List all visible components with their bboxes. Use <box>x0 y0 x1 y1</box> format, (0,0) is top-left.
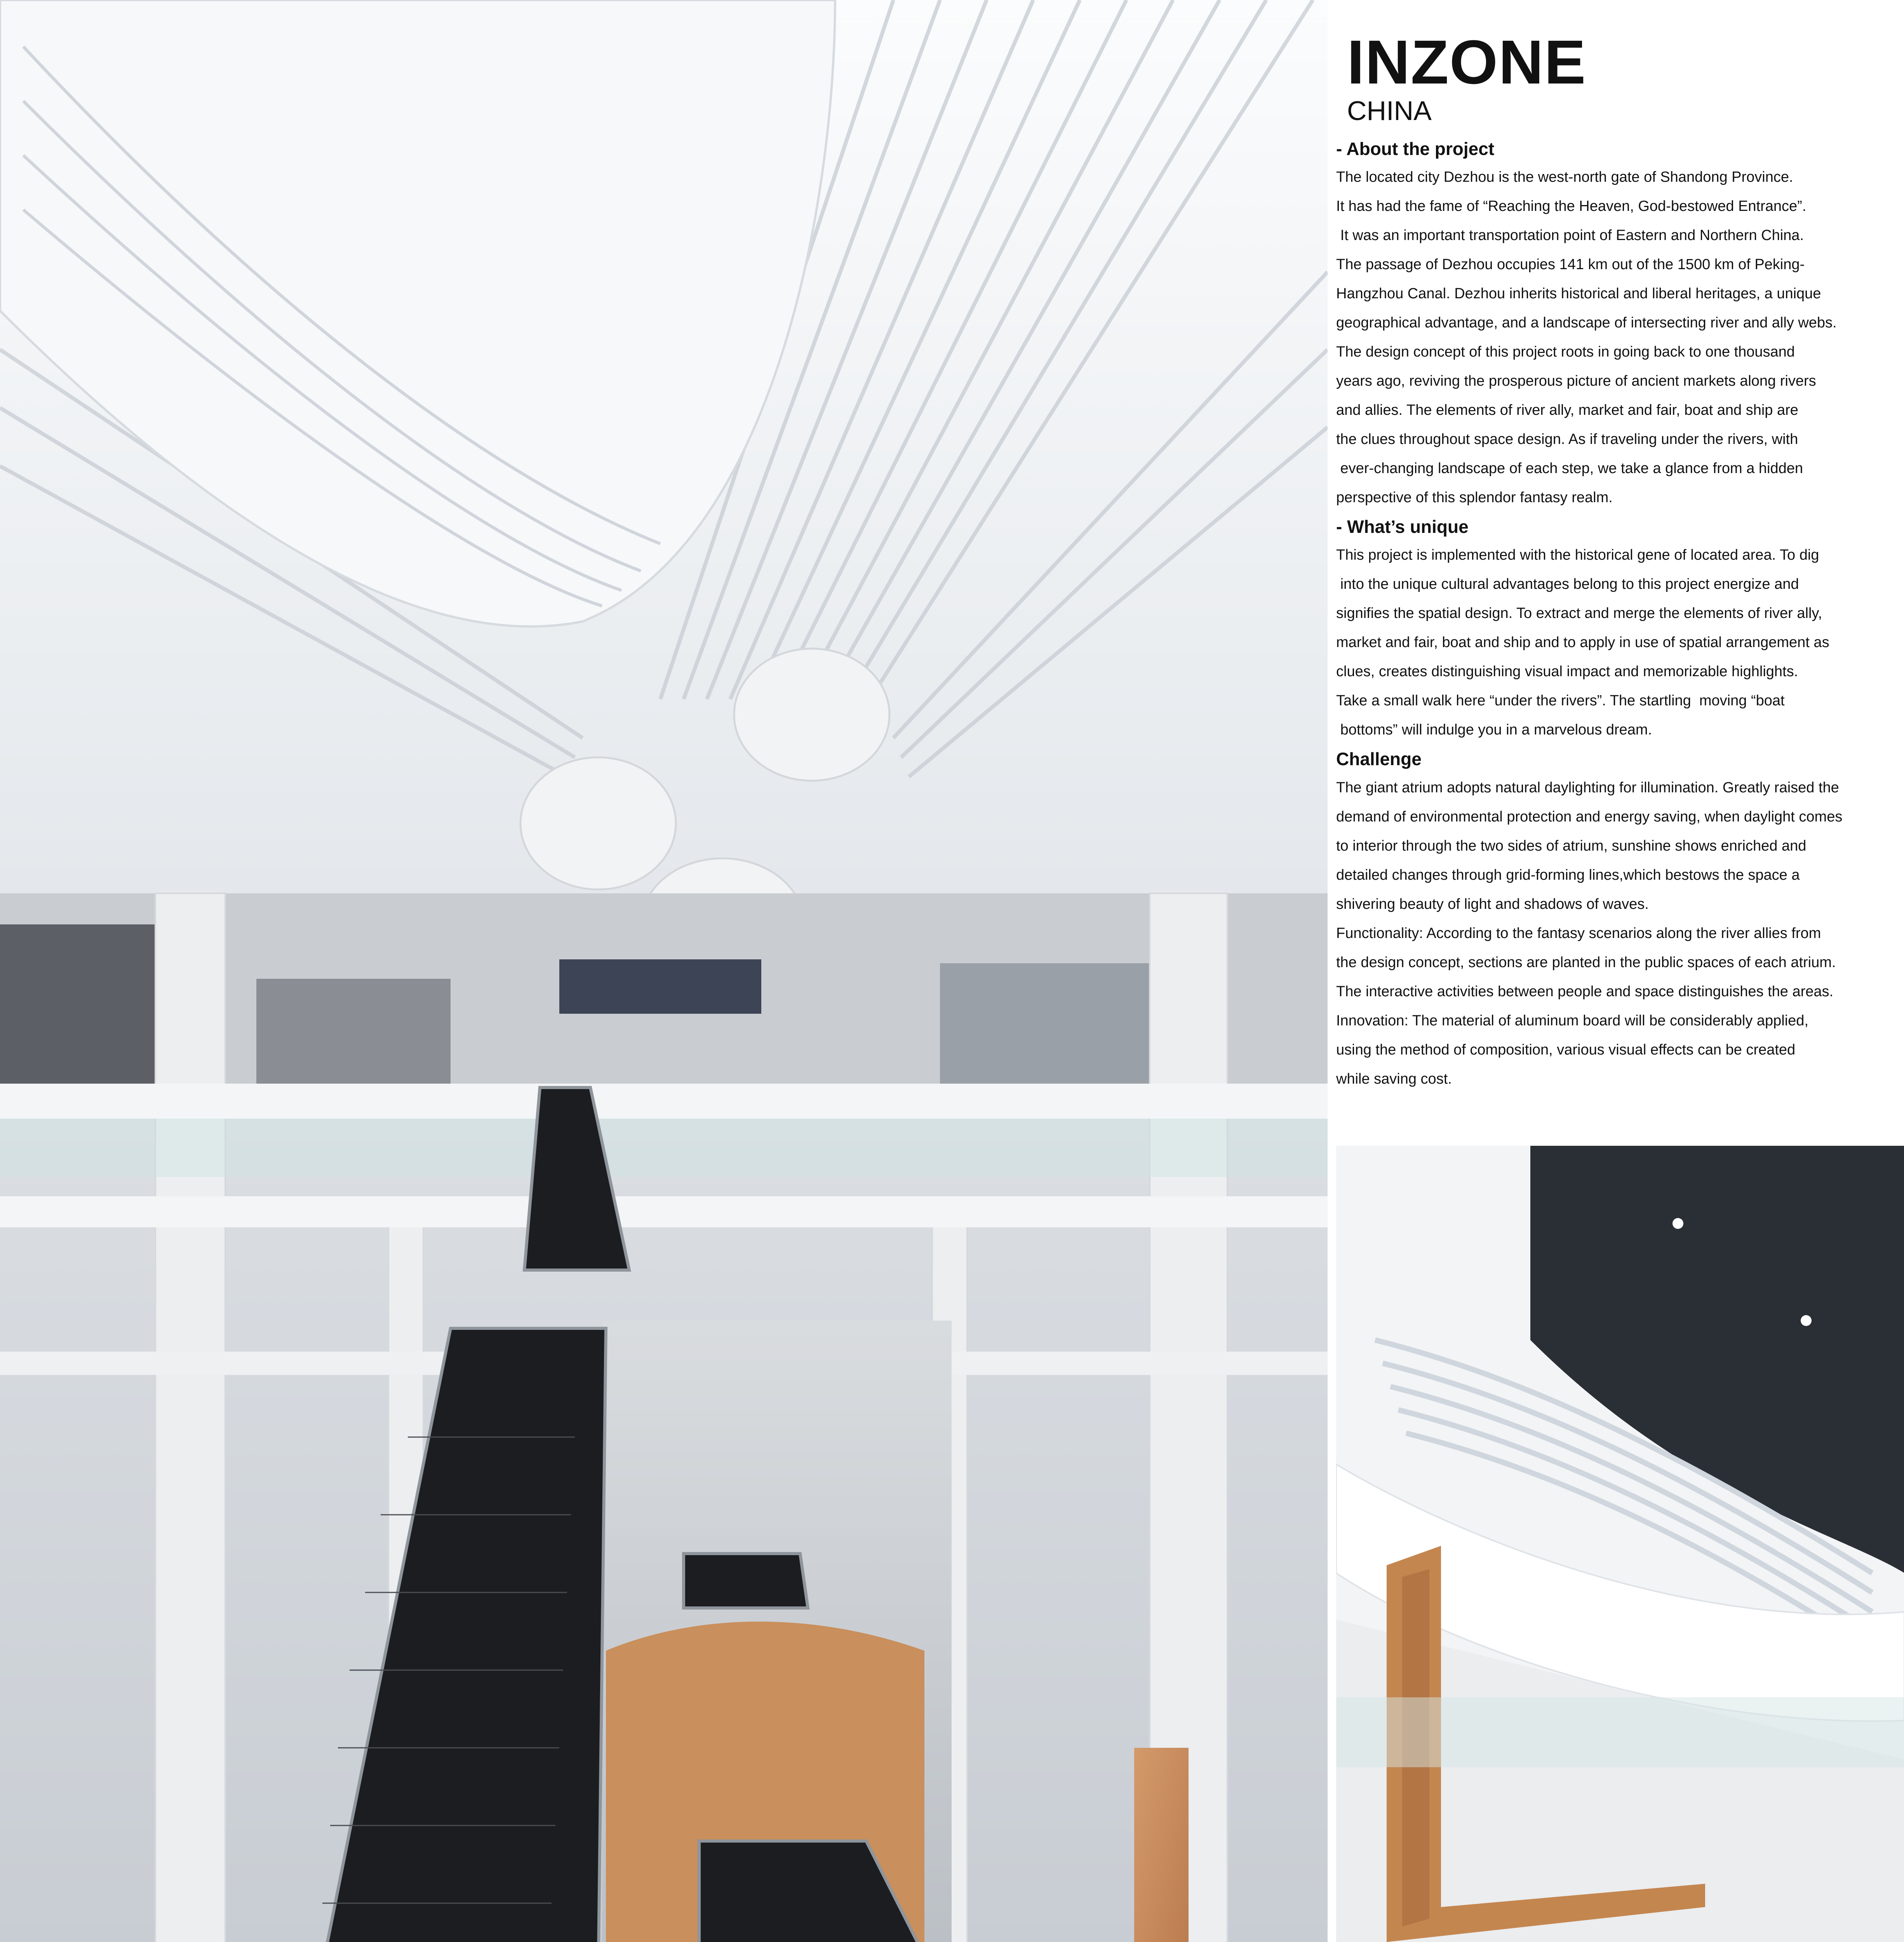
section-heading: Challenge <box>1336 749 1422 769</box>
section-line: using the method of composition, various visual effects can be created <box>1336 1041 1796 1058</box>
section-body <box>1336 163 1849 512</box>
section-line: into the unique cultural advantages belong to this project energize and <box>1336 576 1799 593</box>
section-line: and allies. The elements of river ally, market and fair, boat and ship are <box>1336 402 1798 419</box>
section-line: market and fair, boat and ship and to apply in use of spatial arrangement as <box>1336 634 1829 651</box>
project-title: INZONE <box>1347 27 1587 97</box>
detail-photo <box>1336 1146 1904 1942</box>
section-line: the design concept, sections are planted in the public spaces of each atrium. <box>1336 954 1836 971</box>
section-line: Functionality: According to the fantasy scenarios along the river allies from <box>1336 925 1821 941</box>
section-line: geographical advantage, and a landscape of intersecting river and ally webs. <box>1336 315 1837 331</box>
section-line: The design concept of this project roots in going back to one thousand <box>1336 344 1795 360</box>
section-line: The giant atrium adopts natural daylighting for illumination. Greatly raised the <box>1336 779 1839 796</box>
section-line: the clues throughout space design. As if traveling under the rivers, with <box>1336 431 1798 448</box>
section-line: Innovation: The material of aluminum board will be considerably applied, <box>1336 1012 1808 1029</box>
section-line: perspective of this splendor fantasy realm. <box>1336 489 1613 506</box>
section-line: bottoms” will indulge you in a marvelous dream. <box>1336 722 1652 738</box>
section-line: to interior through the two sides of atrium, sunshine shows enriched and <box>1336 837 1807 854</box>
section-line: Take a small walk here “under the rivers”. The startling moving “boat <box>1336 693 1785 709</box>
section-line: demand of environmental protection and energy saving, when daylight comes <box>1336 808 1843 825</box>
section-line: years ago, reviving the prosperous picture of ancient markets along rivers <box>1336 373 1816 390</box>
section-line: It was an important transportation point of Eastern and Northern China. <box>1336 227 1804 244</box>
section-line: clues, creates distinguishing visual impact and memorizable highlights. <box>1336 663 1798 680</box>
section-line: The interactive activities between people and space distinguishes the areas. <box>1336 983 1834 1000</box>
project-country: CHINA <box>1347 96 1432 126</box>
section-heading: - What’s unique <box>1336 517 1469 537</box>
section-body <box>1336 773 1849 1094</box>
section-line: It has had the fame of “Reaching the Heaven, God-bestowed Entrance”. <box>1336 198 1807 215</box>
project-description <box>1336 27 1849 1094</box>
section-line: signifies the spatial design. To extract and merge the elements of river ally, <box>1336 605 1822 622</box>
section-body <box>1336 541 1849 745</box>
section-line: shivering beauty of light and shadows of waves. <box>1336 896 1649 912</box>
section-line: The located city Dezhou is the west-north gate of Shandong Province. <box>1336 169 1793 186</box>
section-line: The passage of Dezhou occupies 141 km out of the 1500 km of Peking- <box>1336 256 1805 273</box>
section-line: detailed changes through grid-forming lines,which bestows the space a <box>1336 867 1800 883</box>
section-line: ever-changing landscape of each step, we take a glance from a hidden <box>1336 460 1803 477</box>
section-line: while saving cost. <box>1336 1070 1452 1087</box>
section-heading: - About the project <box>1336 139 1495 159</box>
section-line: This project is implemented with the historical gene of located area. To dig <box>1336 547 1819 564</box>
section-line: Hangzhou Canal. Dezhou inherits historical and liberal heritages, a unique <box>1336 285 1821 302</box>
